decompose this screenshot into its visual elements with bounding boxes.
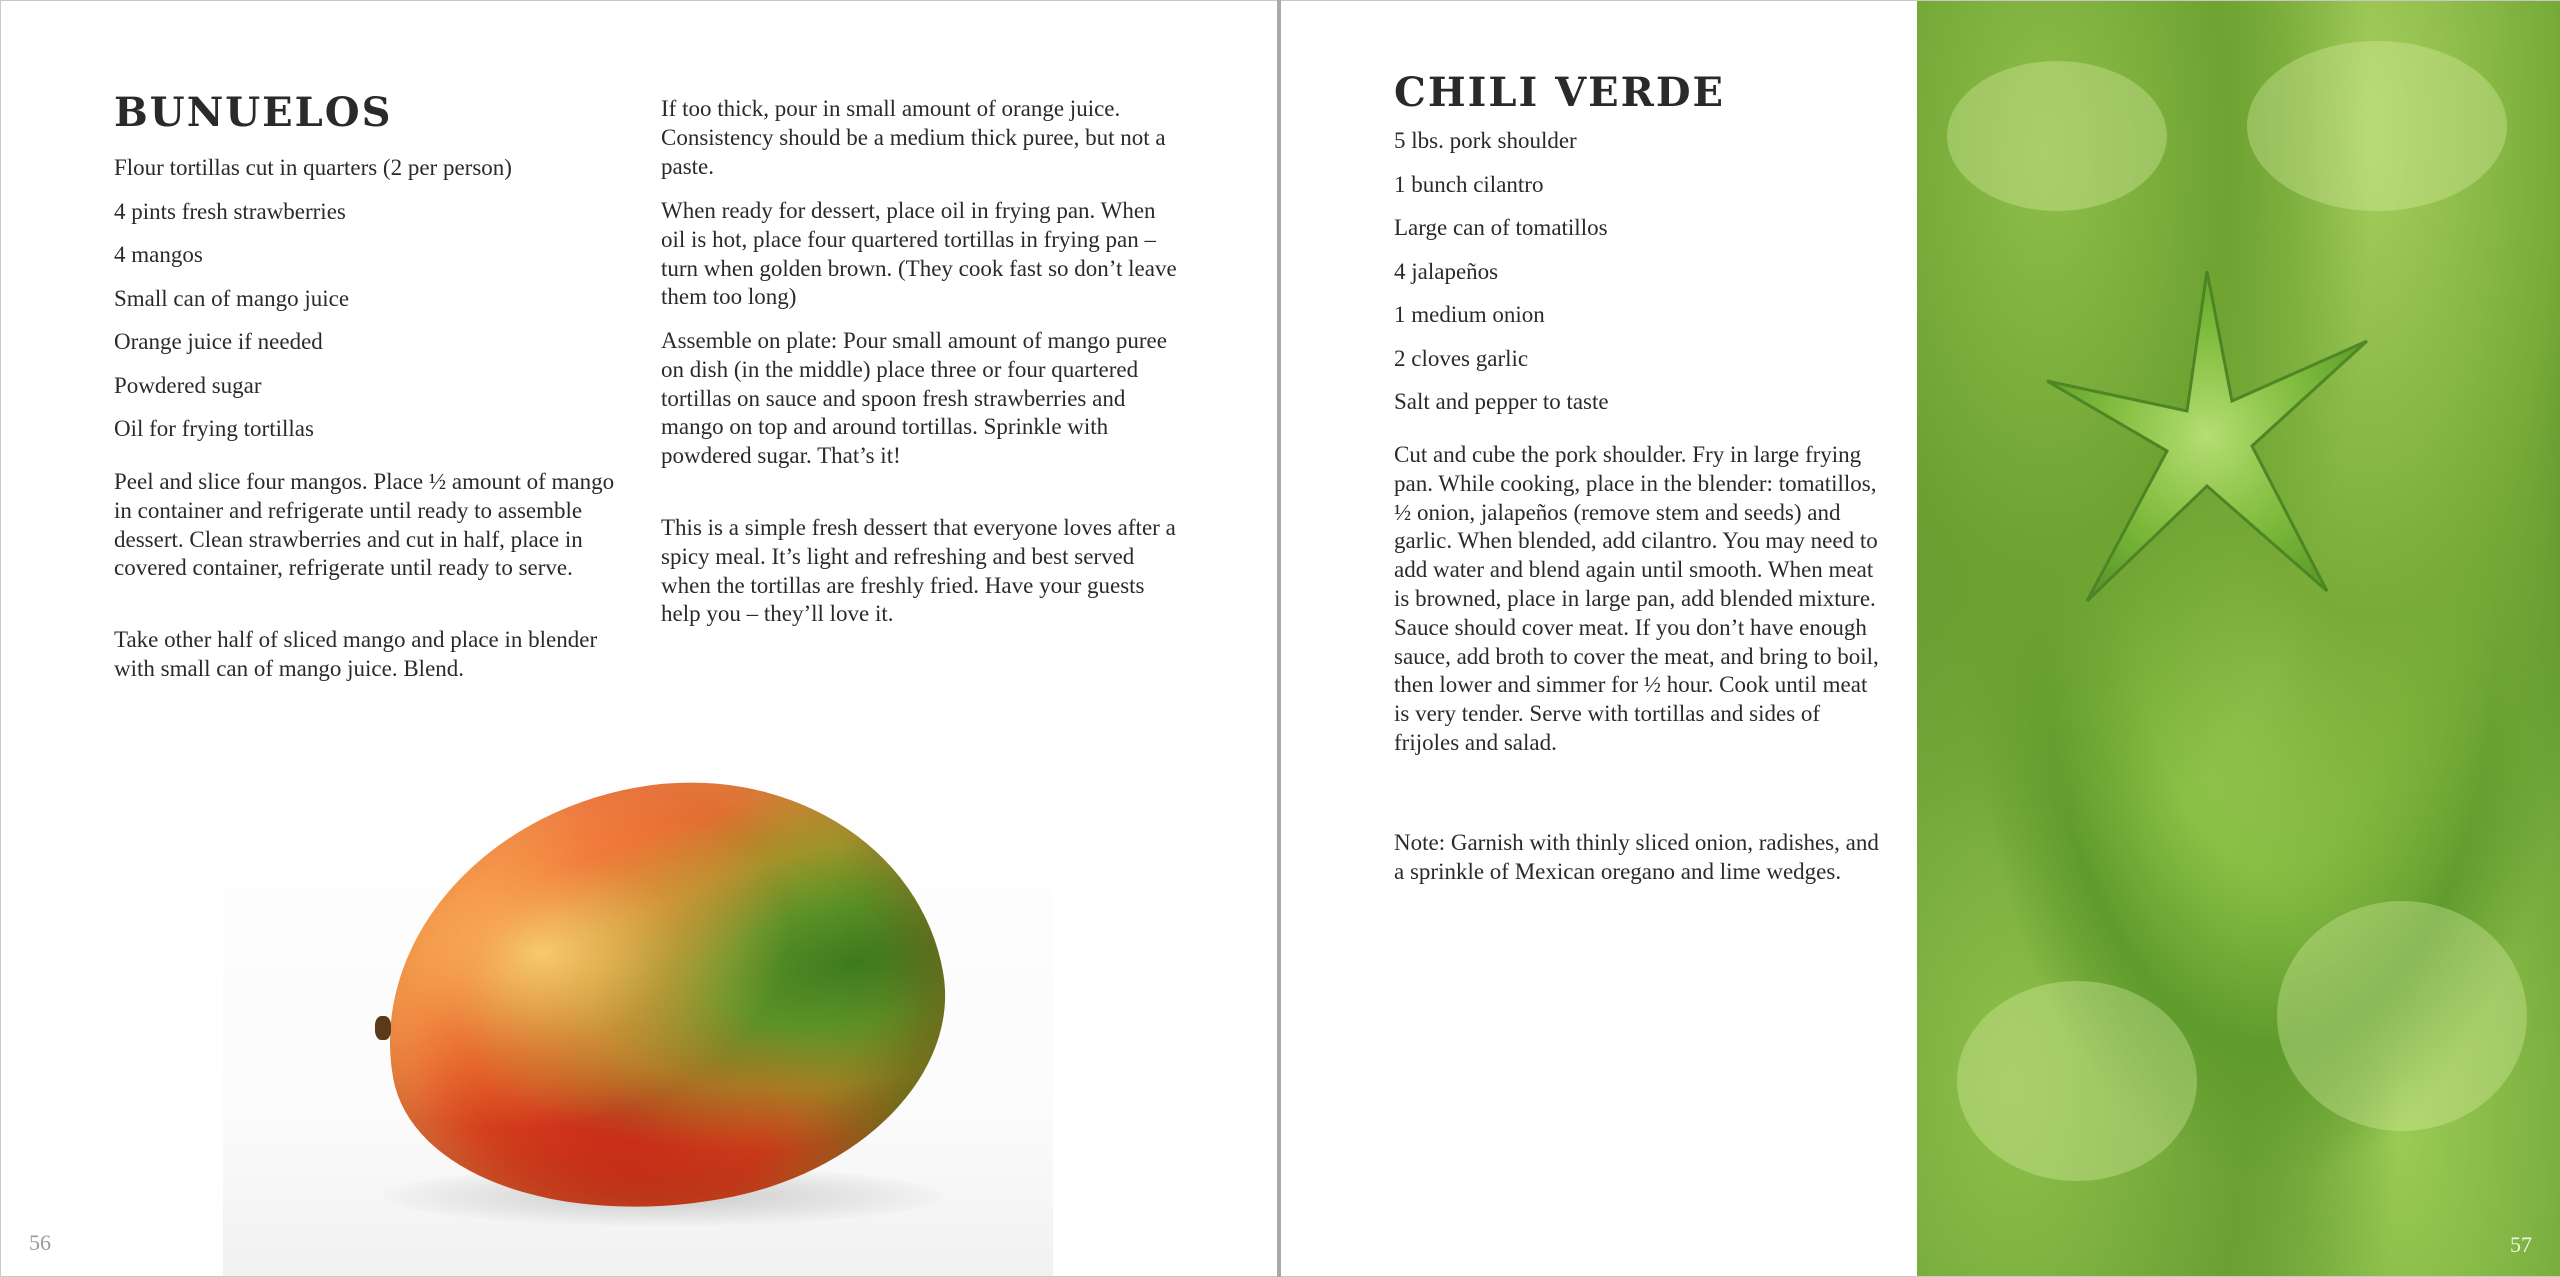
ingredient-item: 5 lbs. pork shoulder	[1394, 128, 1577, 153]
ingredient-item: Flour tortillas cut in quarters (2 per person)	[114, 155, 512, 180]
tomatillo-photo	[1917, 1, 2560, 1277]
right-page	[1281, 0, 2560, 1277]
ingredient-item: Orange juice if needed	[114, 329, 323, 354]
ingredient-item: Oil for frying tortillas	[114, 416, 314, 441]
page-number-left: 56	[29, 1230, 51, 1255]
husk-highlight	[2277, 901, 2527, 1131]
ingredient-item: Salt and pepper to taste	[1394, 389, 1609, 414]
ingredient-item: Small can of mango juice	[114, 285, 350, 311]
ingredient-item: 4 pints fresh strawberries	[114, 198, 346, 224]
page-number-right: 57	[2510, 1232, 2532, 1257]
instruction-paragraph: Peel and slice four mangos. Place ½ amount of mango in container and refrigerate until ready to assemble dessert. Clean strawberries and cut in half, place in covered container, refrigerate until ready to serve.	[114, 469, 615, 581]
recipe-title-chili-verde: CHILI VERDE	[1394, 69, 1726, 116]
instruction-paragraph: Take other half of sliced mango and place in blender with small can of mango juice. Blend.	[114, 627, 598, 681]
mango-photo	[223, 746, 1053, 1276]
tomatillo-calyx-star	[2027, 271, 2387, 631]
ingredient-item: 1 medium onion	[1394, 302, 1545, 327]
ingredient-list-chili-verde	[1394, 126, 1609, 431]
ingredient-item: Powdered sugar	[114, 372, 262, 398]
garnish-note-paragraph: Note: Garnish with thinly sliced onion, radishes, and a sprinkle of Mexican oregano and lime wedges.	[1394, 830, 1879, 884]
ingredient-list-bunuelos	[114, 153, 512, 458]
instruction-paragraph: When ready for dessert, place oil in frying pan. When oil is hot, place four quartered tortillas in frying pan – turn when golden brown. (They cook fast so don’t leave them too long)	[661, 198, 1177, 310]
husk-highlight	[1957, 981, 2197, 1181]
ingredient-item: 4 mangos	[114, 242, 203, 267]
serving-note-paragraph: This is a simple fresh dessert that everyone loves after a spicy meal. It’s light and refreshing and best served when the tortillas are freshly fried. Have your guests help you – they’ll love it.	[661, 515, 1176, 627]
husk-highlight	[1947, 61, 2167, 211]
ingredient-item: 2 cloves garlic	[1394, 345, 1529, 371]
left-page	[0, 0, 1277, 1277]
ingredient-item: 1 bunch cilantro	[1394, 171, 1544, 197]
recipe-title-bunuelos: BUNUELOS	[114, 89, 393, 136]
instruction-paragraph: If too thick, pour in small amount of orange juice. Consistency should be a medium thick puree, but not a paste.	[661, 96, 1166, 179]
ingredient-item: 4 jalapeños	[1394, 258, 1499, 284]
mango-fruit	[351, 741, 975, 1252]
husk-highlight	[2247, 41, 2507, 211]
instruction-paragraph: Assemble on plate: Pour small amount of mango puree on dish (in the middle) place three or four quartered tortillas on sauce and spoon fresh strawberries and mango on top and around tortillas. Sprinkle with powdered sugar. That’s it!	[661, 328, 1167, 469]
instruction-paragraph: Cut and cube the pork shoulder. Fry in large frying pan. While cooking, place in the blender: tomatillos, ½ onion, jalapeños (remove stem and seeds) and garlic. When blended, add cilantro. You may need to add water and blend again until smooth. When meat is browned, place in large pan, add blended mixture. Sauce should cover meat. If you don’t have enough sauce, add broth to cover the meat, and bring to boil, then lower and simmer for ½ hour. Cook until meat is very tender. Serve with tortillas and sides of frijoles and salad.	[1394, 442, 1879, 755]
ingredient-item: Large can of tomatillos	[1394, 215, 1608, 240]
mango-stem	[375, 1016, 391, 1040]
